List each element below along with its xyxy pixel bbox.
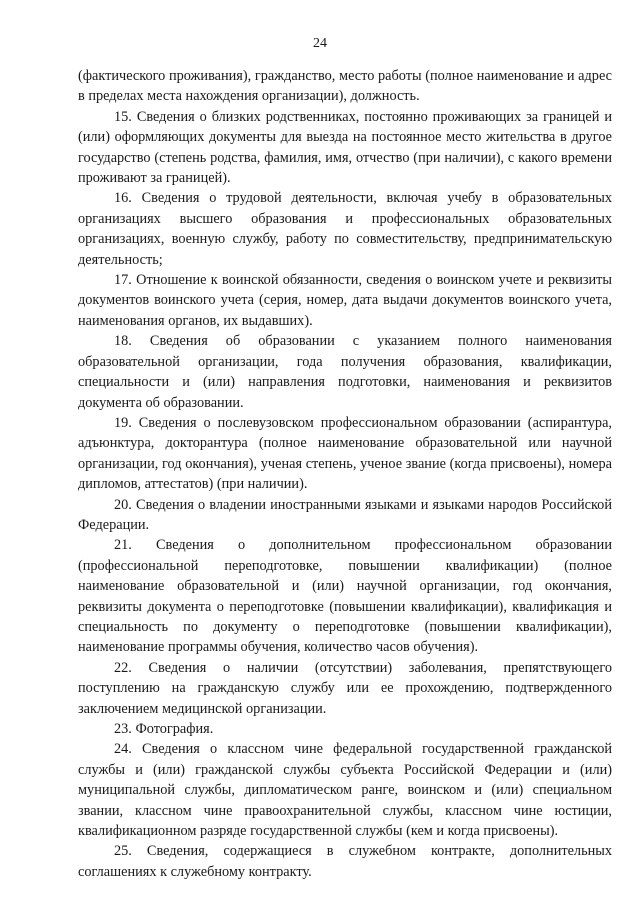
paragraph-item-22: 22. Сведения о наличии (отсутствии) заболевания, препятствующего поступлению на гражданскую службу или ее прохождению, подтвержденного заключением медицинской организации. — [78, 659, 612, 717]
paragraph-item-25: 25. Сведения, содержащиеся в служебном контракте, дополнительных соглашениях к служебному контракту. — [78, 843, 612, 880]
paragraph-item-21: 21. Сведения о дополнительном профессиональном образовании (профессиональной переподготовке, повышении квалификации) (полное наименование образовательной и (или) научной организации, год окончания, реквизиты документа о переподготовке (повышении квалификации), квалификация и специальность по документу о переподготовке (повышении квалификации), наименование программы обучения, количество часов обучения). — [78, 537, 612, 656]
paragraph-item-23: 23. Фотография. — [114, 721, 214, 737]
paragraph-item-20: 20. Сведения о владении иностранными языками и языками народов Российской Федерации. — [78, 496, 612, 533]
paragraph-item-17: 17. Отношение к воинской обязанности, сведения о воинском учете и реквизиты документов воинского учета (серия, номер, дата выдачи документов воинского учета, наименования органов, их выдавших). — [78, 272, 612, 329]
document-body — [78, 66, 612, 882]
paragraph-item-18: 18. Сведения об образовании с указанием полного наименования образовательной организации, года получения образования, квалификации, специальности и (или) направления подготовки, наименования и реквизитов документа об образовании. — [78, 333, 612, 411]
paragraph-item-16: 16. Сведения о трудовой деятельности, включая учебу в образовательных организациях высшего образования и профессиональных образовательных организациях, военную службу, работу по совместительству, предпринимательскую деятельность; — [78, 190, 612, 268]
page-number: 24 — [313, 36, 327, 51]
paragraph-item-15: 15. Сведения о близких родственниках, постоянно проживающих за границей и (или) оформляющих документы для выезда на постоянное место жительства в другое государство (степень родства, фамилия, имя, отчество (при наличии), с какого времени проживают за границей). — [78, 108, 612, 187]
paragraph-item-19: 19. Сведения о послевузовском профессиональном образовании (аспирантура, адъюнктура, докторантура (полное наименование образовательной или научной организации, год окончания), ученая степень, ученое звание (когда присвоены), номера дипломов, аттестатов) (при наличии). — [78, 414, 612, 493]
paragraph-continuation: (фактического проживания), гражданство, место работы (полное наименование и адрес в пределах места нахождения организации), должность. — [78, 68, 612, 105]
paragraph-item-24: 24. Сведения о классном чине федеральной государственной гражданской службы и (или) гражданской службы субъекта Российской Федерации и (или) муниципальной службы, дипломатическом ранге, воинском и (или) специальном звании, классном чине правоохранительной службы, классном чине юстиции, квалификационном разряде государственной службы (кем и когда присвоены). — [78, 741, 612, 840]
